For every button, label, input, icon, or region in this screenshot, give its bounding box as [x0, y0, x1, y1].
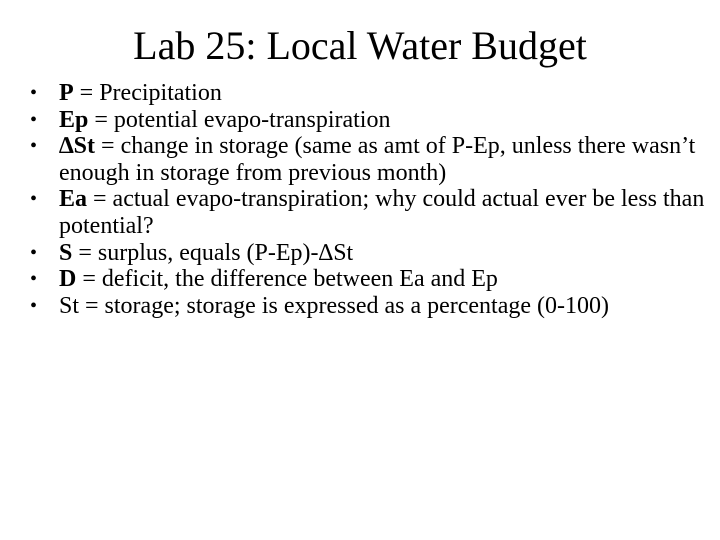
bullet-text: = deficit, the difference between Ea and Ep	[76, 266, 498, 293]
bullet-item-storage	[30, 293, 710, 320]
bullet-icon: •	[30, 294, 38, 317]
bullet-icon: •	[30, 241, 38, 264]
bullet-icon: •	[30, 135, 38, 158]
bullet-icon: •	[30, 268, 38, 291]
bullet-item-change-in-storage	[30, 133, 710, 186]
bullet-text: = Precipitation	[73, 80, 222, 106]
bullet-term: Ea	[59, 186, 88, 213]
bullet-term: ∆St	[59, 133, 96, 160]
bullet-item-surplus	[30, 240, 710, 267]
bullet-text: = surplus, equals (P-Ep)-∆St	[72, 239, 354, 266]
bullet-icon: •	[30, 188, 38, 211]
bullet-term: Ep	[59, 106, 89, 133]
bullet-text: = change in storage (same as amt of P-Ep, unless there wasn’t enough in storage from previous month)	[59, 133, 696, 186]
bullet-term: D	[59, 266, 77, 293]
bullet-text: = actual evapo-transpiration; why could actual ever be less than potential?	[59, 186, 705, 239]
bullet-term: P	[59, 80, 74, 106]
bullet-icon: •	[30, 108, 38, 131]
bullet-item-potential-et	[30, 107, 710, 134]
bullet-item-deficit	[30, 266, 710, 293]
slide-title: Lab 25: Local Water Budget	[133, 23, 587, 68]
bullet-text: = potential evapo-transpiration	[88, 106, 391, 133]
bullet-term: S	[59, 239, 73, 266]
bullet-list	[30, 80, 710, 319]
bullet-item-actual-et	[30, 186, 710, 239]
bullet-item-precipitation	[30, 80, 710, 107]
bullet-icon: •	[30, 82, 38, 104]
bullet-text: St = storage; storage is expressed as a percentage (0-100)	[59, 292, 610, 319]
